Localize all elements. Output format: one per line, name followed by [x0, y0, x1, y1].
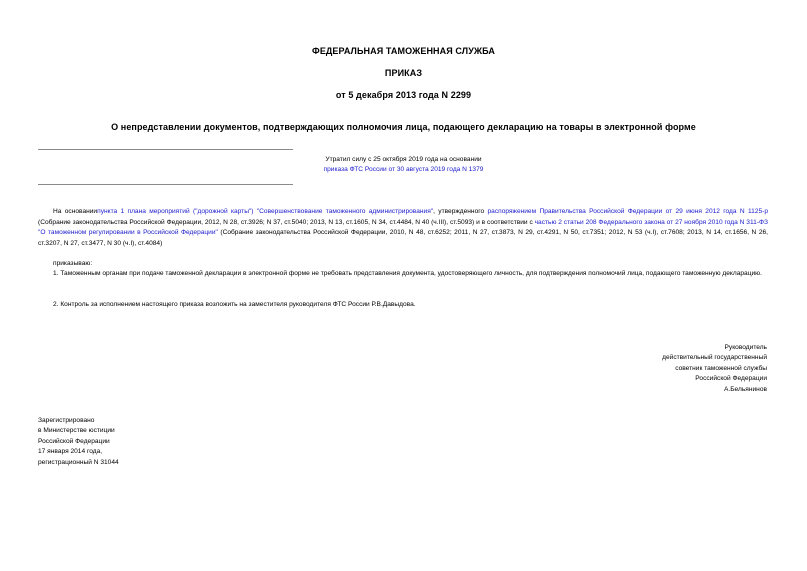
basis-text-3: (Собрание законодательства Российской Федерации, 2012, N 28, ст.3926; N 37, ст.5040; 2013, N 13, ст.1605, N 34, ст.4484, N 40 (ч.III), ст.5093) и в соответствии с — [38, 218, 535, 226]
registration-block — [38, 416, 238, 468]
registration-line: в Министерстве юстиции — [38, 427, 115, 435]
basis-text-2: , утвержденного — [433, 208, 488, 215]
signature-line: Руководитель — [724, 344, 767, 351]
status-repeal-link[interactable]: приказа ФТС России от 30 августа 2019 года N 1379 — [323, 166, 484, 174]
separator-top — [38, 149, 293, 150]
doc-title: О непредставлении документов, подтверждающих полномочия лица, подающего декларацию на товары в электронной форме — [111, 122, 696, 132]
status-line-1: Утратил силу с 25 октября 2019 года на основании — [325, 156, 482, 163]
signature-block — [567, 343, 767, 395]
doc-date-number: от 5 декабря 2013 года N 2299 — [335, 90, 472, 100]
status-note — [0, 155, 807, 176]
order-item-2: 2. Контроль за исполнением настоящего приказа возложить на заместителя руководителя ФТС России Р.В.Давыдова. — [53, 301, 416, 308]
doc-type: ПРИКАЗ — [384, 68, 423, 78]
federal-law-link[interactable]: частью 2 статьи 208 Федерального закона от 27 ноября 2010 года N 311-ФЗ "О таможенном регулировании в Российской Федерации" — [38, 218, 768, 236]
registration-line: Российской Федерации — [38, 437, 110, 445]
basis-text-1: На основании — [53, 208, 98, 215]
roadmap-link[interactable]: пункта 1 плана мероприятий ("дорожной карты") "Совершенствование таможенного администрирования" — [97, 208, 434, 215]
registration-line: Зарегистрировано — [38, 417, 95, 424]
signature-line: действительный государственный — [662, 354, 767, 362]
order-word: приказываю: — [53, 260, 93, 267]
signature-line: советник таможенной службы — [675, 364, 767, 372]
order-item-1: 1. Таможенным органам при подаче таможенной декларации в электронной форме не требовать представления документа, удостоверяющего личность, для подтверждения полномочий лица, подающего таможенную декларацию. — [53, 270, 762, 277]
basis-paragraph — [38, 207, 768, 249]
agency-name: ФЕДЕРАЛЬНАЯ ТАМОЖЕННАЯ СЛУЖБА — [312, 46, 495, 56]
registration-line: регистрационный N 31044 — [38, 458, 119, 466]
signature-line: А.Бельянинов — [724, 385, 767, 393]
registration-line: 17 января 2014 года, — [38, 448, 103, 456]
government-order-link[interactable]: распоряжением Правительства Российской Федерации от 29 июня 2012 года N 1125-р — [487, 208, 768, 215]
signature-line: Российской Федерации — [695, 375, 767, 383]
separator-bottom — [38, 184, 293, 185]
basis-text-4: (Собрание законодательства Российской Федерации, 2010, N 48, ст.6252; 2011, N 27, ст.3873, N 29, ст.4291, N 50, ст.7351; 2012, N 53 (ч.I), ст.7608; 2013, N 14, ст.1656, N 26, ст.3207, N 27, ст.3477, N 30 (ч.I), ст.4084) — [38, 229, 768, 247]
